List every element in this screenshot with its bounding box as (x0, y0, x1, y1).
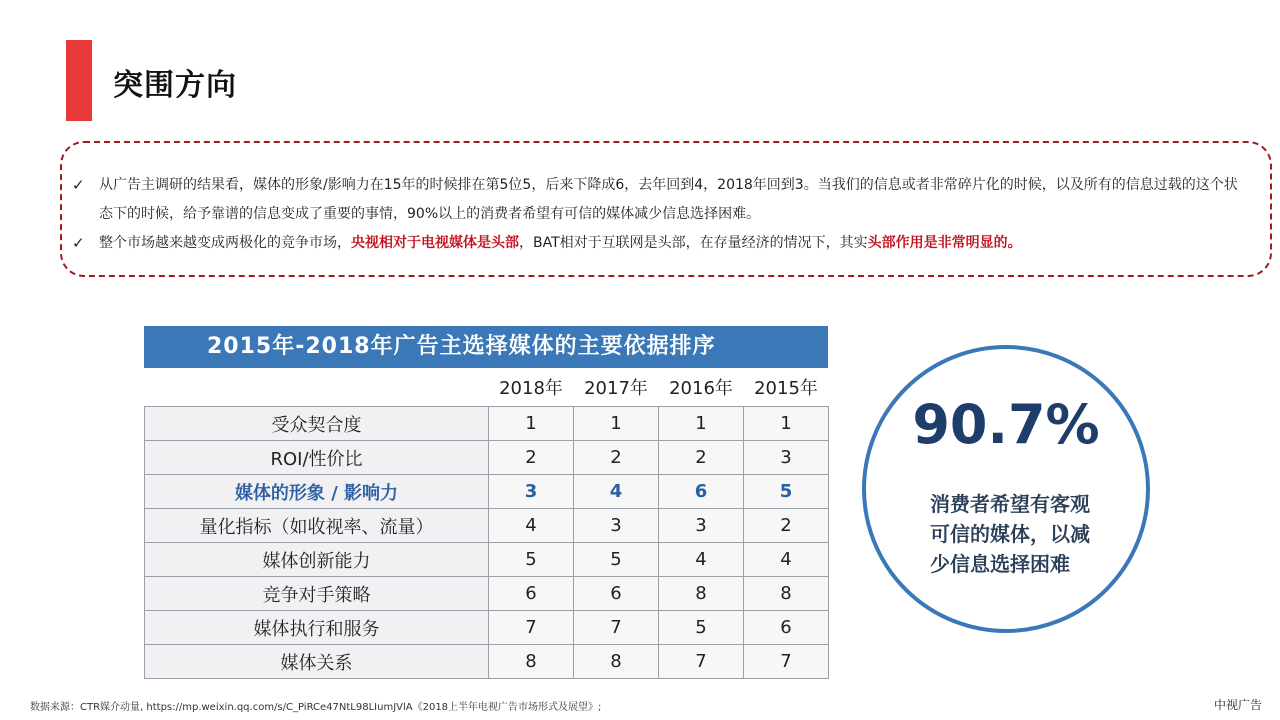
rank-cell: 3 (574, 509, 659, 543)
table-row (145, 441, 829, 475)
row-label: 量化指标（如收视率、流量） (145, 509, 489, 543)
rank-cell: 5 (744, 475, 829, 509)
rank-cell: 7 (744, 645, 829, 679)
table-row (145, 509, 829, 543)
ranking-grid (144, 368, 829, 679)
bullet-text-part: 整个市场越来越变成两极化的竞争市场， (99, 235, 351, 251)
year-header: 2017年 (584, 378, 648, 399)
row-label: 竞争对手策略 (145, 577, 489, 611)
rank-cell: 1 (659, 407, 744, 441)
bullet-item-1 (72, 171, 1250, 229)
table-title: 2015年-2018年广告主选择媒体的主要依据排序 (144, 326, 828, 368)
check-icon: ✓ (72, 234, 85, 252)
rank-cell: 8 (574, 645, 659, 679)
ranking-table (144, 326, 828, 674)
table-row (145, 407, 829, 441)
rank-cell: 4 (744, 543, 829, 577)
rank-cell: 1 (574, 407, 659, 441)
rank-cell: 8 (489, 645, 574, 679)
rank-cell: 6 (574, 577, 659, 611)
rank-cell: 5 (489, 543, 574, 577)
row-label: 媒体的形象 / 影响力 (145, 475, 489, 509)
rank-cell: 6 (489, 577, 574, 611)
rank-cell: 2 (659, 441, 744, 475)
table-row (145, 645, 829, 679)
data-source-note: 数据来源：CTR媒介动量, https://mp.weixin.qq.com/s/C_PiRCe47NtL98LIumJVlA《2018上半年电视广告市场形式及展望》; (30, 702, 602, 713)
rank-cell: 6 (744, 611, 829, 645)
rank-cell: 6 (659, 475, 744, 509)
bullet-highlight: 头部作用是非常明显的。 (867, 235, 1022, 251)
stat-description: 消费者希望有客观可信的媒体，以减少信息选择困难 (930, 492, 1090, 576)
rank-cell: 2 (744, 509, 829, 543)
bullet-text-part: ，BAT相对于互联网是头部，在存量经济的情况下，其实 (519, 235, 868, 251)
year-header: 2016年 (669, 378, 733, 399)
check-icon: ✓ (72, 176, 85, 194)
rank-cell: 7 (489, 611, 574, 645)
stat-value: 90.7% (912, 393, 1100, 456)
rank-cell: 3 (744, 441, 829, 475)
row-label: 媒体执行和服务 (145, 611, 489, 645)
rank-cell: 3 (489, 475, 574, 509)
rank-cell: 5 (659, 611, 744, 645)
row-label: ROI/性价比 (145, 441, 489, 475)
title-accent-bar (66, 40, 92, 121)
year-header: 2018年 (499, 378, 563, 399)
brand-label: 中视广告 (1213, 698, 1262, 712)
row-label: 受众契合度 (145, 407, 489, 441)
rank-cell: 4 (574, 475, 659, 509)
bullet-text: 从广告主调研的结果看，媒体的形象/影响力在15年的时候排在第5位5，后来下降成6，去年回到4，2018年回到3。当我们的信息或者非常碎片化的时候，以及所有的信息过载的这个状态下的时候，给予靠谱的信息变成了重要的事情，90%以上的消费者希望有可信的媒体减少信息选择困难。 (99, 177, 1238, 222)
rank-cell: 7 (659, 645, 744, 679)
row-label: 媒体创新能力 (145, 543, 489, 577)
table-row-highlighted (145, 475, 829, 509)
summary-box (60, 141, 1272, 277)
rank-cell: 5 (574, 543, 659, 577)
row-label: 媒体关系 (145, 645, 489, 679)
table-header-row (145, 368, 829, 407)
rank-cell: 1 (489, 407, 574, 441)
table-row (145, 611, 829, 645)
table-row (145, 577, 829, 611)
rank-cell: 2 (489, 441, 574, 475)
rank-cell: 3 (659, 509, 744, 543)
page-title: 突围方向 (113, 68, 237, 103)
rank-cell: 8 (744, 577, 829, 611)
rank-cell: 8 (659, 577, 744, 611)
rank-cell: 7 (574, 611, 659, 645)
rank-cell: 1 (744, 407, 829, 441)
bullet-item-2 (72, 229, 1250, 258)
year-header: 2015年 (754, 378, 818, 399)
rank-cell: 2 (574, 441, 659, 475)
rank-cell: 4 (659, 543, 744, 577)
table-header-blank (145, 368, 489, 407)
rank-cell: 4 (489, 509, 574, 543)
bullet-highlight: 央视相对于电视媒体是头部 (351, 235, 519, 251)
stat-circle (862, 345, 1150, 633)
table-row (145, 543, 829, 577)
